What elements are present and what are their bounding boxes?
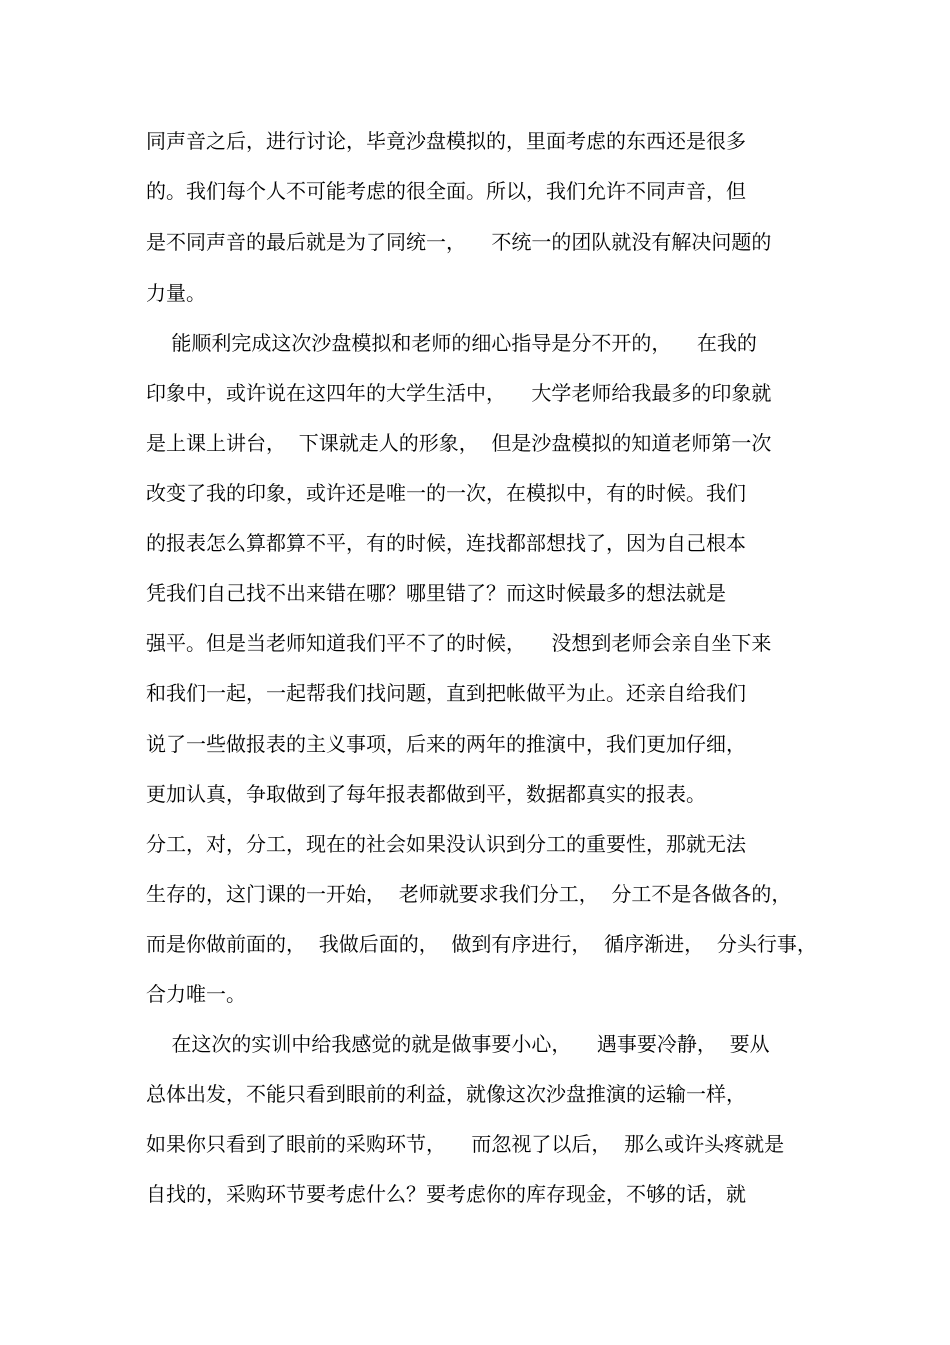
text-line: 力量。: [146, 281, 206, 305]
text-line: 改变了我的印象，或许还是唯一的一次，在模拟中，有的时候。我们: [146, 481, 746, 505]
text-line: 总体出发，不能只看到眼前的利益，就像这次沙盘推演的运输一样，: [146, 1082, 746, 1106]
text-line: 的报表怎么算都算不平，有的时候，连找都部想找了，因为自己根本: [146, 531, 746, 555]
text-line: 是上课上讲台， 下课就走人的形象， 但是沙盘模拟的知道老师第一次: [146, 431, 772, 455]
text-line: 在这次的实训中给我感觉的就是做事要小心， 遇事要冷静， 要从: [146, 1032, 770, 1056]
text-line: 合力唯一。: [146, 982, 246, 1006]
text-line: 印象中，或许说在这四年的大学生活中， 大学老师给我最多的印象就: [146, 381, 772, 405]
text-line: 凭我们自己找不出来错在哪？哪里错了？而这时候最多的想法就是: [146, 581, 726, 605]
text-line: 更加认真，争取做到了每年报表都做到平，数据都真实的报表。: [146, 782, 706, 806]
text-line: 强平。但是当老师知道我们平不了的时候， 没想到老师会亲自坐下来: [146, 631, 772, 655]
text-line: 而是你做前面的， 我做后面的， 做到有序进行， 循序渐进， 分头行事，: [146, 932, 817, 956]
text-line: 的。我们每个人不可能考虑的很全面。所以，我们允许不同声音，但: [146, 179, 746, 203]
text-line: 说了一些做报表的主义事项，后来的两年的推演中，我们更加仔细，: [146, 732, 746, 756]
text-line: 分工，对，分工，现在的社会如果没认识到分工的重要性，那就无法: [146, 832, 746, 856]
text-line: 能顺利完成这次沙盘模拟和老师的细心指导是分不开的， 在我的: [146, 331, 757, 355]
text-line: 和我们一起，一起帮我们找问题，直到把帐做平为止。还亲自给我们: [146, 681, 746, 705]
text-line: 同声音之后，进行讨论，毕竟沙盘模拟的，里面考虑的东西还是很多: [146, 129, 746, 153]
text-line: 是不同声音的最后就是为了同统一， 不统一的团队就没有解决问题的: [146, 230, 772, 254]
text-line: 自找的，采购环节要考虑什么？要考虑你的库存现金，不够的话，就: [146, 1182, 746, 1206]
text-line: 生存的，这门课的一开始， 老师就要求我们分工， 分工不是各做各的，: [146, 882, 792, 906]
text-line: 如果你只看到了眼前的采购环节， 而忽视了以后， 那么或许头疼就是: [146, 1132, 785, 1156]
